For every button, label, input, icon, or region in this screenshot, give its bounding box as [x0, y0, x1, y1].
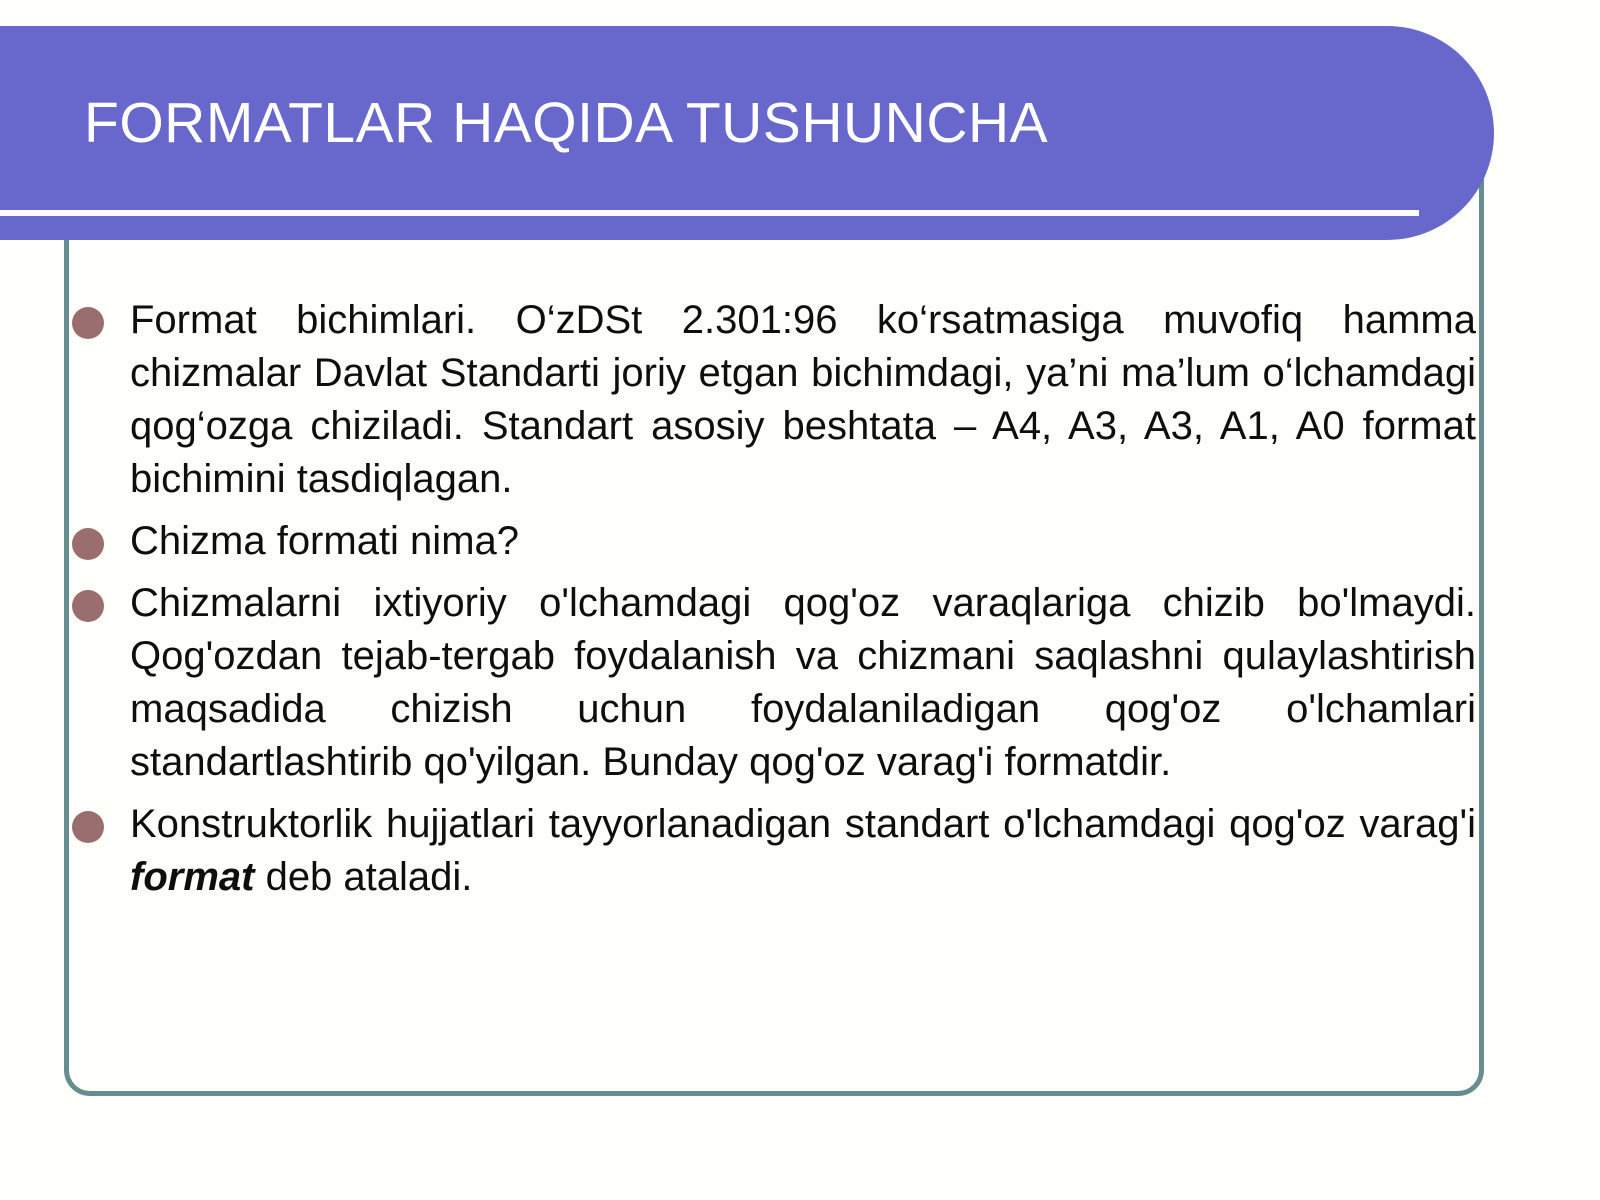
bullet-text-after: deb ataladi. [254, 855, 473, 899]
bullet-item-chizma-formati [130, 515, 1476, 568]
bullet-text: Format bichimlari. O‘zDSt 2.301:96 ko‘rsatmasiga muvofiq hamma chizmalar Davlat Standarti joriy etgan bichimdagi, ya’ni ma’lum o‘lchamdagi qog‘ozga chiziladi. Standart asosiy beshtata – A4, A3, A3, A1, A0 format bichimini tasdiqlagan. [130, 298, 1476, 501]
bullet-list [130, 294, 1476, 913]
bullet-text: Chizmalarni ixtiyoriy o'lchamdagi qog'oz varaqlariga chizib bo'lmaydi. Qog'ozdan tejab-tergab foydalanish va chizmani saqlashni qulaylashtirish maqsadida chizish uchun foydalaniladigan qog'oz o'lchamlari standartlashtirib qo'yilgan. Bunday qog'oz varag'i formatdir. [130, 581, 1476, 784]
bullet-item-konstruktorlik [130, 798, 1476, 904]
bullet-icon [72, 590, 104, 622]
bullet-emphasis-format: format [130, 855, 255, 899]
bullet-icon [72, 811, 104, 843]
bullet-icon [72, 528, 104, 560]
title-underline [0, 210, 1419, 216]
bullet-item-chizmalarni [130, 577, 1476, 789]
bullet-icon [72, 307, 104, 339]
bullet-text: Chizma formati nima? [130, 519, 520, 563]
slide-title: FORMATLAR HAQIDA TUSHUNCHA [84, 91, 1049, 155]
bullet-text-before: Konstruktorlik hujjatlari tayyorlanadigan standart o'lchamdagi qog'oz varag'i [130, 802, 1476, 846]
bullet-item-format-bichimlari [130, 294, 1476, 506]
